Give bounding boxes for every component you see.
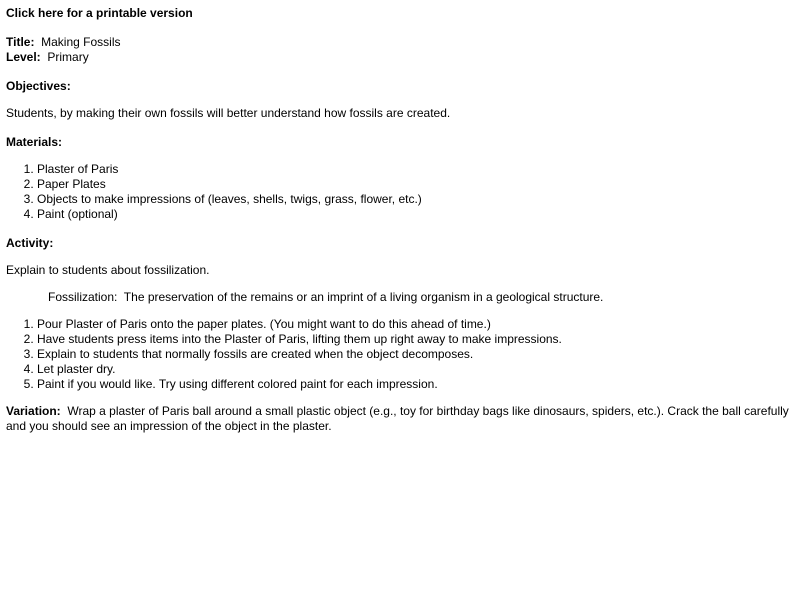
title-line — [6, 35, 794, 50]
list-item: 4. Let plaster dry. — [37, 362, 794, 377]
variation-text: Wrap a plaster of Paris ball around a small plastic object (e.g., toy for birthday bags like dinosaurs, spiders, etc.). Crack the ball carefully and you should see an impression of the object in the plaster. — [6, 404, 789, 433]
objectives-heading: Objectives: — [6, 79, 71, 93]
objectives-text: Students, by making their own fossils will better understand how fossils are created. — [6, 106, 451, 120]
list-item: 2. Have students press items into the Plaster of Paris, lifting them up right away to make impressions. — [37, 332, 794, 347]
level-label: Level: — [6, 50, 41, 64]
list-item: 3. Explain to students that normally fossils are created when the object decomposes. — [37, 347, 794, 362]
variation-label: Variation: — [6, 404, 61, 418]
fossilization-definition: Fossilization: The preservation of the remains or an imprint of a living organism in a geological structure. — [48, 290, 604, 304]
list-item: 5. Paint if you would like. Try using different colored paint for each impression. — [37, 377, 794, 392]
level-value: Primary — [47, 50, 89, 64]
title-value: Making Fossils — [41, 35, 121, 49]
list-item: 1. Pour Plaster of Paris onto the paper plates. (You might want to do this ahead of time.) — [37, 317, 794, 332]
list-item: 4. Paint (optional) — [37, 207, 794, 222]
activity-intro: Explain to students about fossilization. — [6, 263, 210, 277]
activity-heading: Activity: — [6, 236, 54, 250]
list-item: 1. Plaster of Paris — [37, 162, 794, 177]
materials-heading: Materials: — [6, 135, 63, 149]
materials-list — [6, 162, 794, 222]
printable-version-link[interactable]: Click here for a printable version — [6, 6, 193, 20]
title-label: Title: — [6, 35, 35, 49]
level-line — [6, 50, 794, 65]
list-item: 2. Paper Plates — [37, 177, 794, 192]
variation-paragraph — [6, 404, 794, 434]
activity-steps-list — [6, 317, 794, 392]
list-item: 3. Objects to make impressions of (leaves, shells, twigs, grass, flower, etc.) — [37, 192, 794, 207]
